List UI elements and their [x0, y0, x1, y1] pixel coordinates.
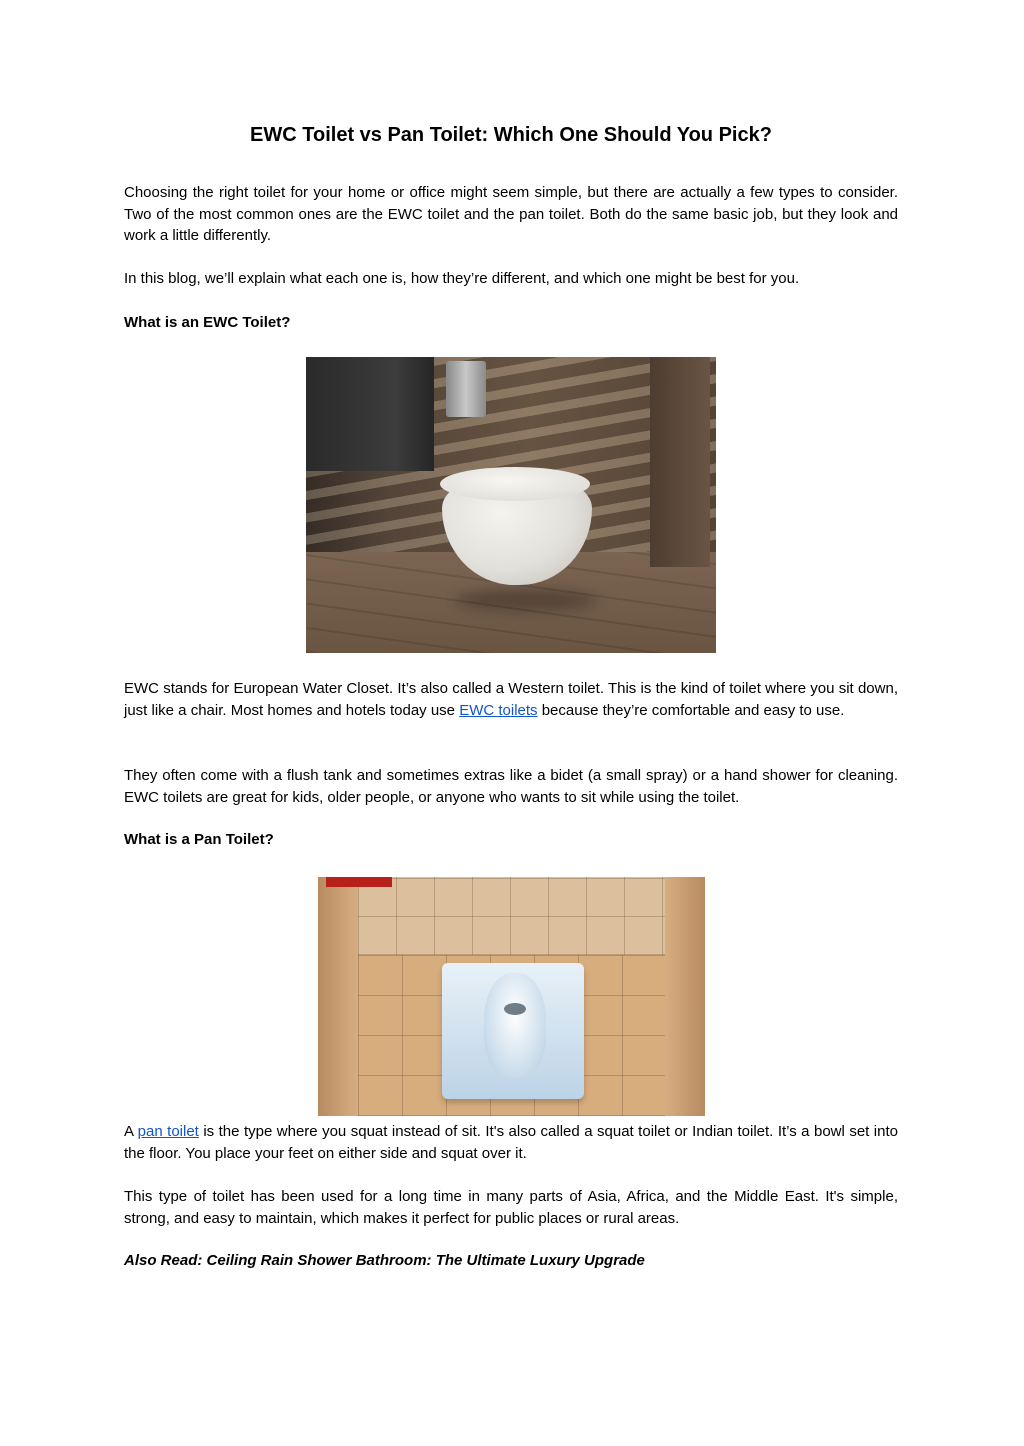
- drain-hole: [504, 1003, 526, 1015]
- pan-paragraph-1-text-before: A: [124, 1123, 138, 1140]
- towel: [446, 361, 486, 417]
- ewc-paragraph-1: [124, 678, 898, 721]
- pan-paragraph-1: [124, 1121, 898, 1164]
- ewc-toilets-link[interactable]: EWC toilets: [459, 701, 538, 719]
- right-wall: [665, 877, 705, 1116]
- intro-paragraph-1: Choosing the right toilet for your home or office might seem simple, but there are actually a few types to consider. Two of the most common ones are the EWC toilet and the pan toilet. Both do the same basic job, but they look and work a little differently.: [124, 184, 898, 244]
- wall-panel: [650, 357, 710, 567]
- ewc-paragraph-2: They often come with a flush tank and sometimes extras like a bidet (a small spray) or a hand shower for cleaning. EWC toilets are great for kids, older people, or anyone who wants to sit while using the toilet.: [124, 767, 898, 806]
- pan-toilet-link[interactable]: pan toilet: [137, 1123, 199, 1140]
- toilet-lid: [440, 467, 590, 501]
- wall-cabinet: [306, 357, 434, 471]
- ewc-paragraph-1-text-before: EWC stands for European Water Closet. It’s also called a Western toilet. This is the kind of toilet where you sit down, just like a chair. Most homes and hotels today use: [124, 680, 898, 719]
- tiled-back-wall: [358, 877, 665, 955]
- pan-paragraph-2: This type of toilet has been used for a long time in many parts of Asia, Africa, and the Middle East. It's simple, strong, and easy to maintain, which makes it perfect for public places or rural areas.: [124, 1188, 898, 1227]
- also-read-link-text: Also Read: Ceiling Rain Shower Bathroom: The Ultimate Luxury Upgrade: [124, 1252, 645, 1269]
- red-trim: [326, 877, 392, 887]
- left-wall: [318, 877, 358, 1116]
- intro-paragraph-2: In this blog, we’ll explain what each one is, how they’re different, and which one might be best for you.: [124, 270, 800, 287]
- ewc-heading: What is an EWC Toilet?: [124, 314, 291, 331]
- toilet-shadow: [456, 589, 596, 611]
- pan-paragraph-1-text-after: is the type where you squat instead of sit. It's also called a squat toilet or Indian toilet. It’s a bowl set into the floor. You place your feet on either side and squat over it.: [124, 1123, 898, 1162]
- pan-heading: What is a Pan Toilet?: [124, 831, 274, 848]
- ewc-toilet-image: [306, 357, 716, 653]
- squat-pan-bowl: [484, 973, 546, 1077]
- pan-toilet-image: [318, 877, 705, 1116]
- ewc-paragraph-1-text-after: because they’re comfortable and easy to use.: [537, 701, 845, 719]
- page-title: EWC Toilet vs Pan Toilet: Which One Should You Pick?: [250, 124, 772, 146]
